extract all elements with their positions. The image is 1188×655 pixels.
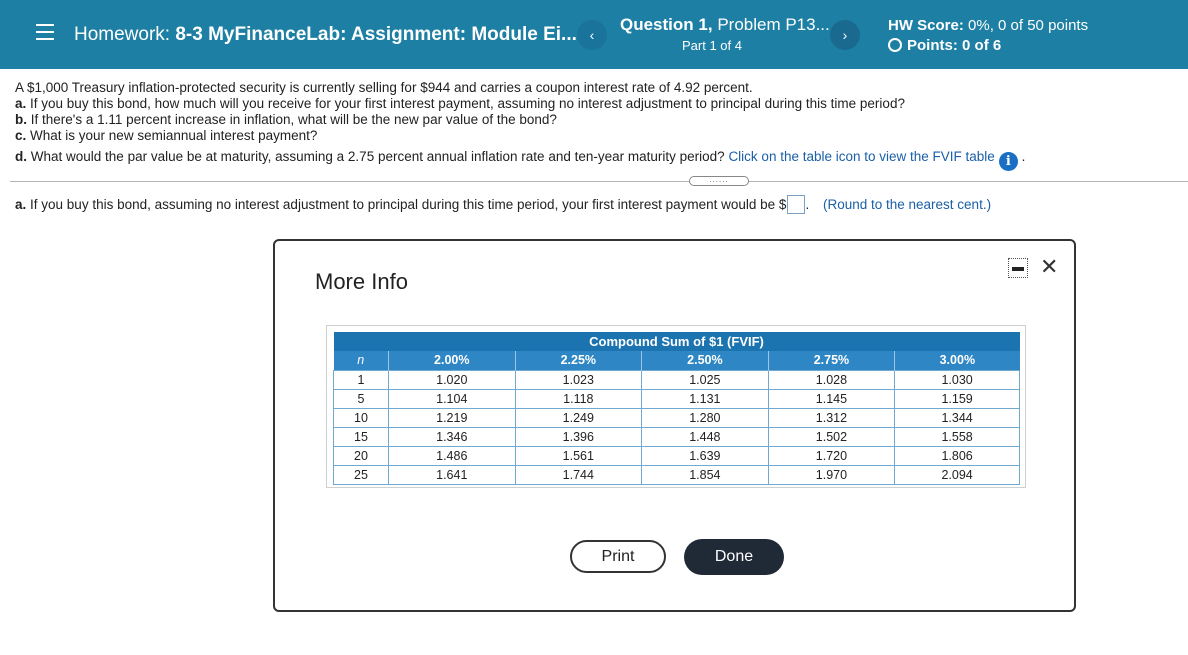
question-intro: A $1,000 Treasury inflation-protected security is currently selling for $944 and carries a coupon interest rate of 4.92 percent. <box>15 80 753 95</box>
table-cell-value: 2.094 <box>895 465 1020 484</box>
points <box>888 37 1001 54</box>
table-cell-value: 1.312 <box>768 408 895 427</box>
table-caption: Compound Sum of $1 (FVIF) <box>334 332 1020 351</box>
table-cell-value: 1.104 <box>389 389 516 408</box>
table-cell-value: 1.118 <box>515 389 642 408</box>
info-icon[interactable]: i <box>999 152 1018 171</box>
previous-question-button[interactable] <box>577 20 607 50</box>
answer-a-label: a. <box>15 197 27 212</box>
part-b-label: b. <box>15 112 27 127</box>
expand-collapse-handle[interactable]: ...... <box>689 176 749 186</box>
close-button[interactable] <box>1040 254 1058 280</box>
hw-score-value: 0%, 0 of 50 points <box>968 17 1089 34</box>
table-row <box>334 446 1020 465</box>
minimize-button[interactable] <box>1008 258 1028 278</box>
question-part: Part 1 of 4 <box>682 38 742 53</box>
table-cell-value: 1.028 <box>768 370 895 389</box>
table-header-rate: 2.25% <box>515 351 642 370</box>
table-cell-value: 1.159 <box>895 389 1020 408</box>
dialog-title: More Info <box>315 269 408 294</box>
part-c-label: c. <box>15 128 27 143</box>
round-hint: (Round to the nearest cent.) <box>822 197 992 212</box>
table-cell-n: 5 <box>334 389 389 408</box>
points-label: Points: <box>907 37 958 54</box>
table-cell-value: 1.025 <box>642 370 769 389</box>
table-cell-value: 1.970 <box>768 465 895 484</box>
fvif-table-link[interactable]: Click on the table icon to view the FVIF table <box>728 149 995 164</box>
part-d-text: What would the par value be at maturity, assuming a 2.75 percent annual inflation rate and ten-year maturity period? <box>30 149 725 164</box>
table-header-rate: 3.00% <box>895 351 1020 370</box>
table-cell-n: 15 <box>334 427 389 446</box>
question-part-b <box>15 112 557 127</box>
more-info-dialog <box>273 239 1076 612</box>
table-cell-value: 1.145 <box>768 389 895 408</box>
close-icon: ✕ <box>1040 254 1059 279</box>
part-c-text: What is your new semiannual interest payment? <box>30 128 318 143</box>
table-cell-n: 20 <box>334 446 389 465</box>
table-cell-n: 1 <box>334 370 389 389</box>
answer-a-text: If you buy this bond, assuming no interest adjustment to principal during this time period, your first interest payment would be $ <box>30 197 787 212</box>
table-row <box>334 427 1020 446</box>
hamburger-menu-icon[interactable] <box>36 24 54 44</box>
table-cell-value: 1.744 <box>515 465 642 484</box>
chevron-left-icon: ‹ <box>589 27 595 43</box>
question-part-c <box>15 128 317 143</box>
table-cell-value: 1.280 <box>642 408 769 427</box>
fvif-table <box>333 332 1020 485</box>
table-cell-value: 1.641 <box>389 465 516 484</box>
done-button[interactable]: Done <box>684 539 784 575</box>
table-cell-n: 10 <box>334 408 389 427</box>
chevron-right-icon: › <box>842 27 848 43</box>
table-cell-value: 1.020 <box>389 370 516 389</box>
table-cell-value: 1.854 <box>642 465 769 484</box>
answer-a-after: . <box>805 197 810 212</box>
part-b-text: If there's a 1.11 percent increase in inflation, what will be the new par value of the bond? <box>30 112 557 127</box>
question-title <box>620 15 830 35</box>
table-cell-value: 1.346 <box>389 427 516 446</box>
part-d-label: d. <box>15 149 27 164</box>
top-bar <box>0 0 1188 69</box>
table-row <box>334 370 1020 389</box>
table-header-row <box>334 351 1020 370</box>
answer-input-a[interactable] <box>787 195 805 214</box>
table-body <box>334 370 1020 484</box>
table-header-rate: 2.00% <box>389 351 516 370</box>
table-cell-value: 1.806 <box>895 446 1020 465</box>
fvif-table-frame <box>326 325 1026 488</box>
next-question-button[interactable] <box>830 20 860 50</box>
table-row <box>334 465 1020 484</box>
table-header-rate: 2.75% <box>768 351 895 370</box>
table-cell-value: 1.561 <box>515 446 642 465</box>
points-circle-icon <box>888 38 902 52</box>
table-cell-value: 1.558 <box>895 427 1020 446</box>
question-part-a <box>15 96 905 111</box>
hw-score-label: HW Score: <box>888 17 964 34</box>
table-cell-value: 1.486 <box>389 446 516 465</box>
homework-title <box>74 24 577 46</box>
table-cell-value: 1.448 <box>642 427 769 446</box>
table-header-n: n <box>334 351 389 370</box>
table-cell-n: 25 <box>334 465 389 484</box>
table-cell-value: 1.249 <box>515 408 642 427</box>
table-cell-value: 1.219 <box>389 408 516 427</box>
table-cell-value: 1.344 <box>895 408 1020 427</box>
table-cell-value: 1.030 <box>895 370 1020 389</box>
points-value: 0 of 6 <box>962 37 1002 54</box>
part-d-end: . <box>1021 149 1026 164</box>
question-part-d <box>15 149 1025 171</box>
question-number: Question 1, <box>620 15 713 34</box>
table-row <box>334 389 1020 408</box>
homework-prefix: Homework: <box>74 24 171 45</box>
table-cell-value: 1.502 <box>768 427 895 446</box>
table-cell-value: 1.023 <box>515 370 642 389</box>
table-cell-value: 1.396 <box>515 427 642 446</box>
table-row <box>334 408 1020 427</box>
hw-score <box>888 17 1088 34</box>
part-a-label: a. <box>15 96 27 111</box>
table-cell-value: 1.639 <box>642 446 769 465</box>
homework-name: 8-3 MyFinanceLab: Assignment: Module Ei... <box>175 24 577 45</box>
question-problem: Problem P13... <box>717 15 830 34</box>
section-divider <box>10 181 1188 182</box>
table-header-rate: 2.50% <box>642 351 769 370</box>
part-a-text: If you buy this bond, how much will you receive for your first interest payment, assuming no interest adjustment to principal during this time period? <box>30 96 905 111</box>
answer-line-a <box>15 195 991 214</box>
print-button[interactable]: Print <box>570 540 666 573</box>
table-cell-value: 1.720 <box>768 446 895 465</box>
table-cell-value: 1.131 <box>642 389 769 408</box>
minimize-icon <box>1012 267 1024 271</box>
